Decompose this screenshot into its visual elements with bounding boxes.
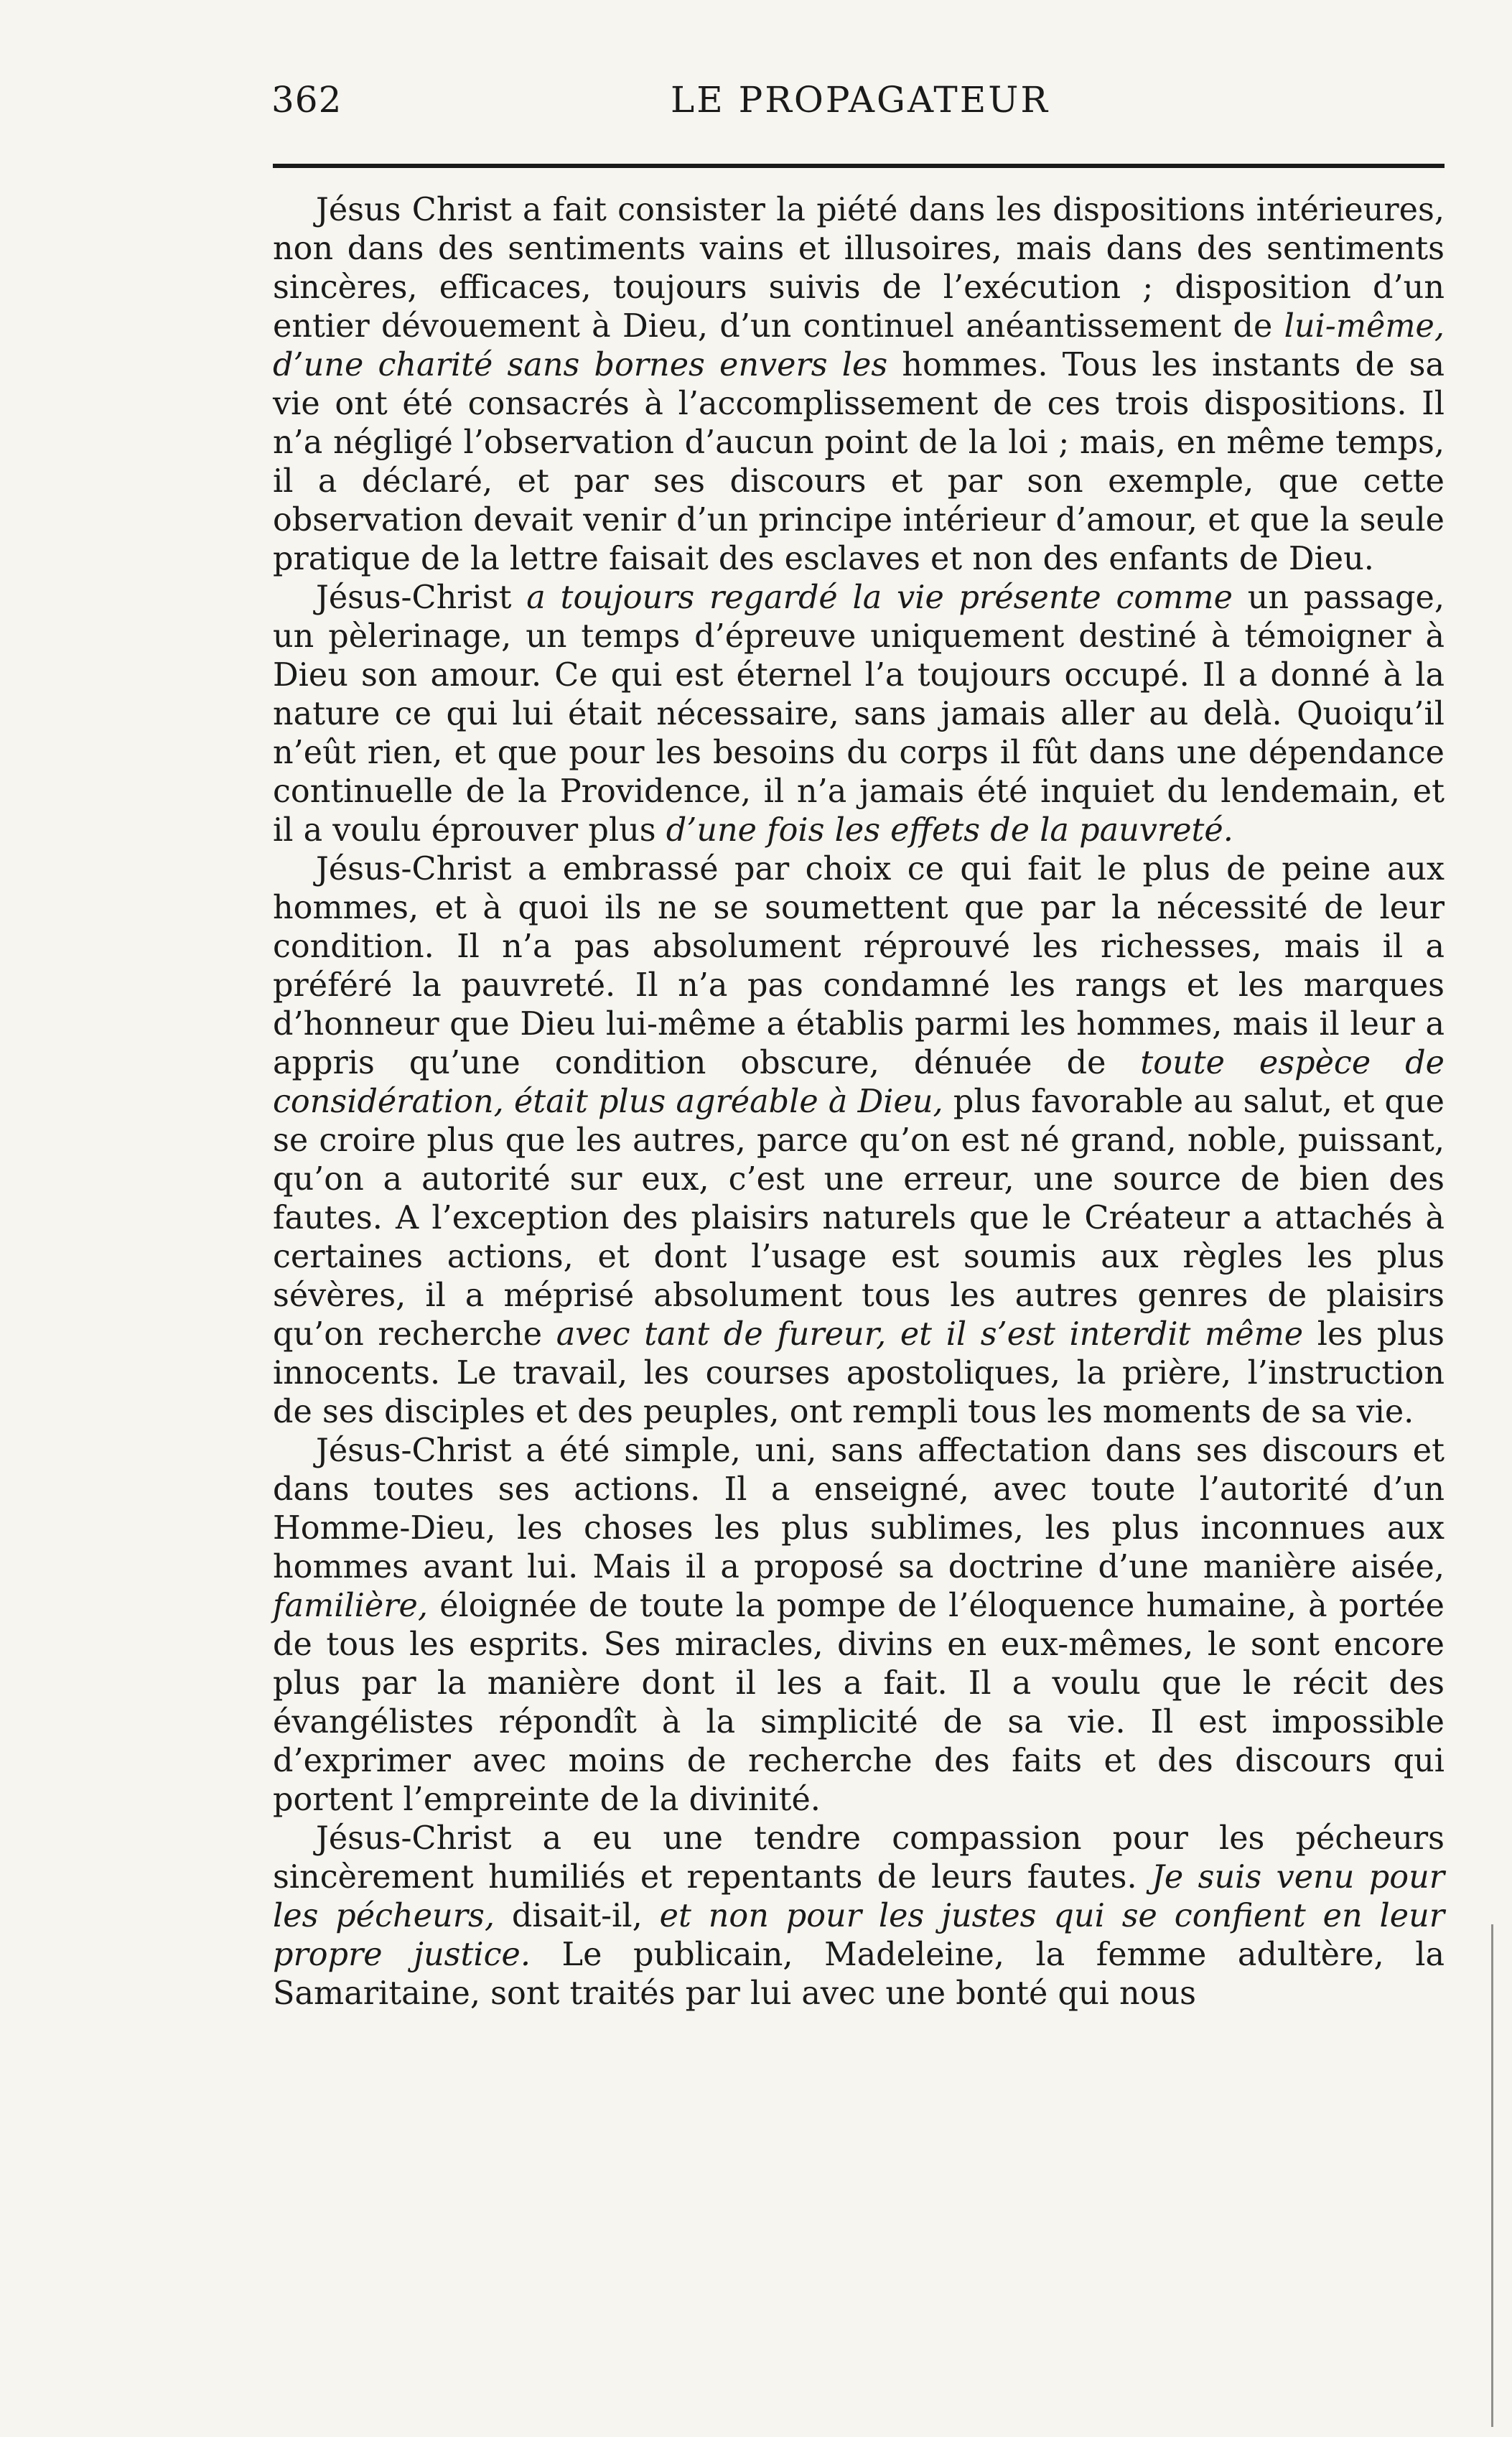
italic-run: a toujours regardé la vie présente comme: [526, 579, 1233, 616]
text-run: Le publicain, Madeleine, la femme adultère, la Samaritaine, sont traités par lui avec une bonté qui nous: [273, 1937, 1445, 2012]
text-run: Jésus-Christ a été simple, uni, sans affectation dans ses discours et dans toutes ses actions. Il a enseigné, avec toute l’autorité d’un Homme-Dieu, les choses les plus sublimes, les plus inconnues aux hommes avant lui. Mais il a proposé sa doctrine d’une manière aisée,: [273, 1432, 1445, 1585]
binding-edge-marks: [1491, 1924, 1512, 2427]
italic-run: et non pour les justes qui se confient en leur propre justice.: [273, 1898, 1445, 1973]
text-run: un passage, un pèlerinage, un temps d’épreuve uniquement destiné à témoigner à Dieu son amour. Ce qui est éternel l’a toujours occupé. Il a donné à la nature ce qui lui était nécessaire, sans jamais aller au delà. Quoiqu’il n’eût rien, et que pour les besoins du corps il fût dans une dépendance continuelle de la Providence, il n’a jamais été inquiet du lendemain, et il a voulu éprouver plus: [273, 579, 1445, 849]
text-run: Jésus Christ a fait consister la piété dans les dispositions intérieures, non dans des sentiments vains et illusoires, mais dans des sentiments sincères, efficaces, toujours suivis de l’exécution ; disposition d’un entier dévouement à Dieu, d’un continuel anéantissement de: [273, 192, 1445, 345]
italic-run: toute espèce de considération, était plus agréable à Dieu,: [273, 1045, 1445, 1120]
italic-run: Je suis venu pour les pécheurs,: [273, 1859, 1445, 1934]
text-run: Jésus-Christ a eu une tendre compassion pour les pécheurs sincèrement humiliés et repentants de leurs fautes.: [273, 1820, 1445, 1896]
header-rule: [273, 164, 1445, 168]
paragraph: [273, 579, 1445, 850]
italic-run: avec tant de fureur, et il s’est interdit même: [556, 1316, 1304, 1353]
text-run: éloignée de toute la pompe de l’éloquence humaine, à portée de tous les esprits. Ses miracles, divins en eux-mêmes, le sont encore plus par la manière dont il les a fait. Il a voulu que le récit des évangélistes répondît à la simplicité de sa vie. Il est impossible d’exprimer avec moins de recherche des faits et des discours qui portent l’empreinte de la divinité.: [273, 1588, 1445, 1818]
body-text: [273, 191, 1445, 2013]
text-run: disait-il,: [494, 1898, 660, 1934]
text-run: les plus innocents. Le travail, les courses apostoliques, la prière, l’instruction de ses disciples et des peuples, ont rempli tous les moments de sa vie.: [273, 1316, 1445, 1430]
paragraph: [273, 850, 1445, 1432]
page-header: [271, 79, 1449, 136]
text-run: hommes. Tous les instants de sa vie ont été consacrés à l’accomplissement de ces trois dispositions. Il n’a négligé l’observation d’aucun point de la loi ; mais, en même temps, il a déclaré, et par ses discours et par son exemple, que cette observation devait venir d’un principe intérieur d’amour, et que la seule pratique de la lettre faisait des esclaves et non des enfants de Dieu.: [273, 347, 1445, 577]
italic-run: familière,: [273, 1588, 428, 1624]
paragraph: [273, 191, 1445, 579]
text-run: Jésus-Christ: [316, 579, 527, 616]
text-run: Jésus-Christ a embrassé par choix ce qui fait le plus de peine aux hommes, et à quoi ils ne se soumettent que par la nécessité de leur condition. Il n’a pas absolument réprouvé les richesses, mais il a préféré la pauvreté. Il n’a pas condamné les rangs et les marques d’honneur que Dieu lui-même a établis parmi les hommes, mais il leur a appris qu’une condition obscure, dénuée de: [273, 851, 1445, 1081]
paragraph: [273, 1432, 1445, 1819]
page-number: 362: [271, 79, 342, 121]
italic-run: lui-même, d’une charité sans bornes envers les: [273, 308, 1445, 383]
italic-run: d’une fois les effets de la pauvreté.: [666, 812, 1233, 849]
paragraph: [273, 1819, 1445, 2013]
running-title: LE PROPAGATEUR: [671, 79, 1050, 121]
text-run: plus favorable au salut, et que se croire plus que les autres, parce qu’on est né grand, noble, puissant, qu’on a autorité sur eux, c’est une erreur, une source de bien des fautes. A l’exception des plaisirs naturels que le Créateur a attachés à certaines actions, et dont l’usage est soumis aux règles les plus sévères, il a méprisé absolument tous les autres genres de plaisirs qu’on recherche: [273, 1084, 1445, 1353]
